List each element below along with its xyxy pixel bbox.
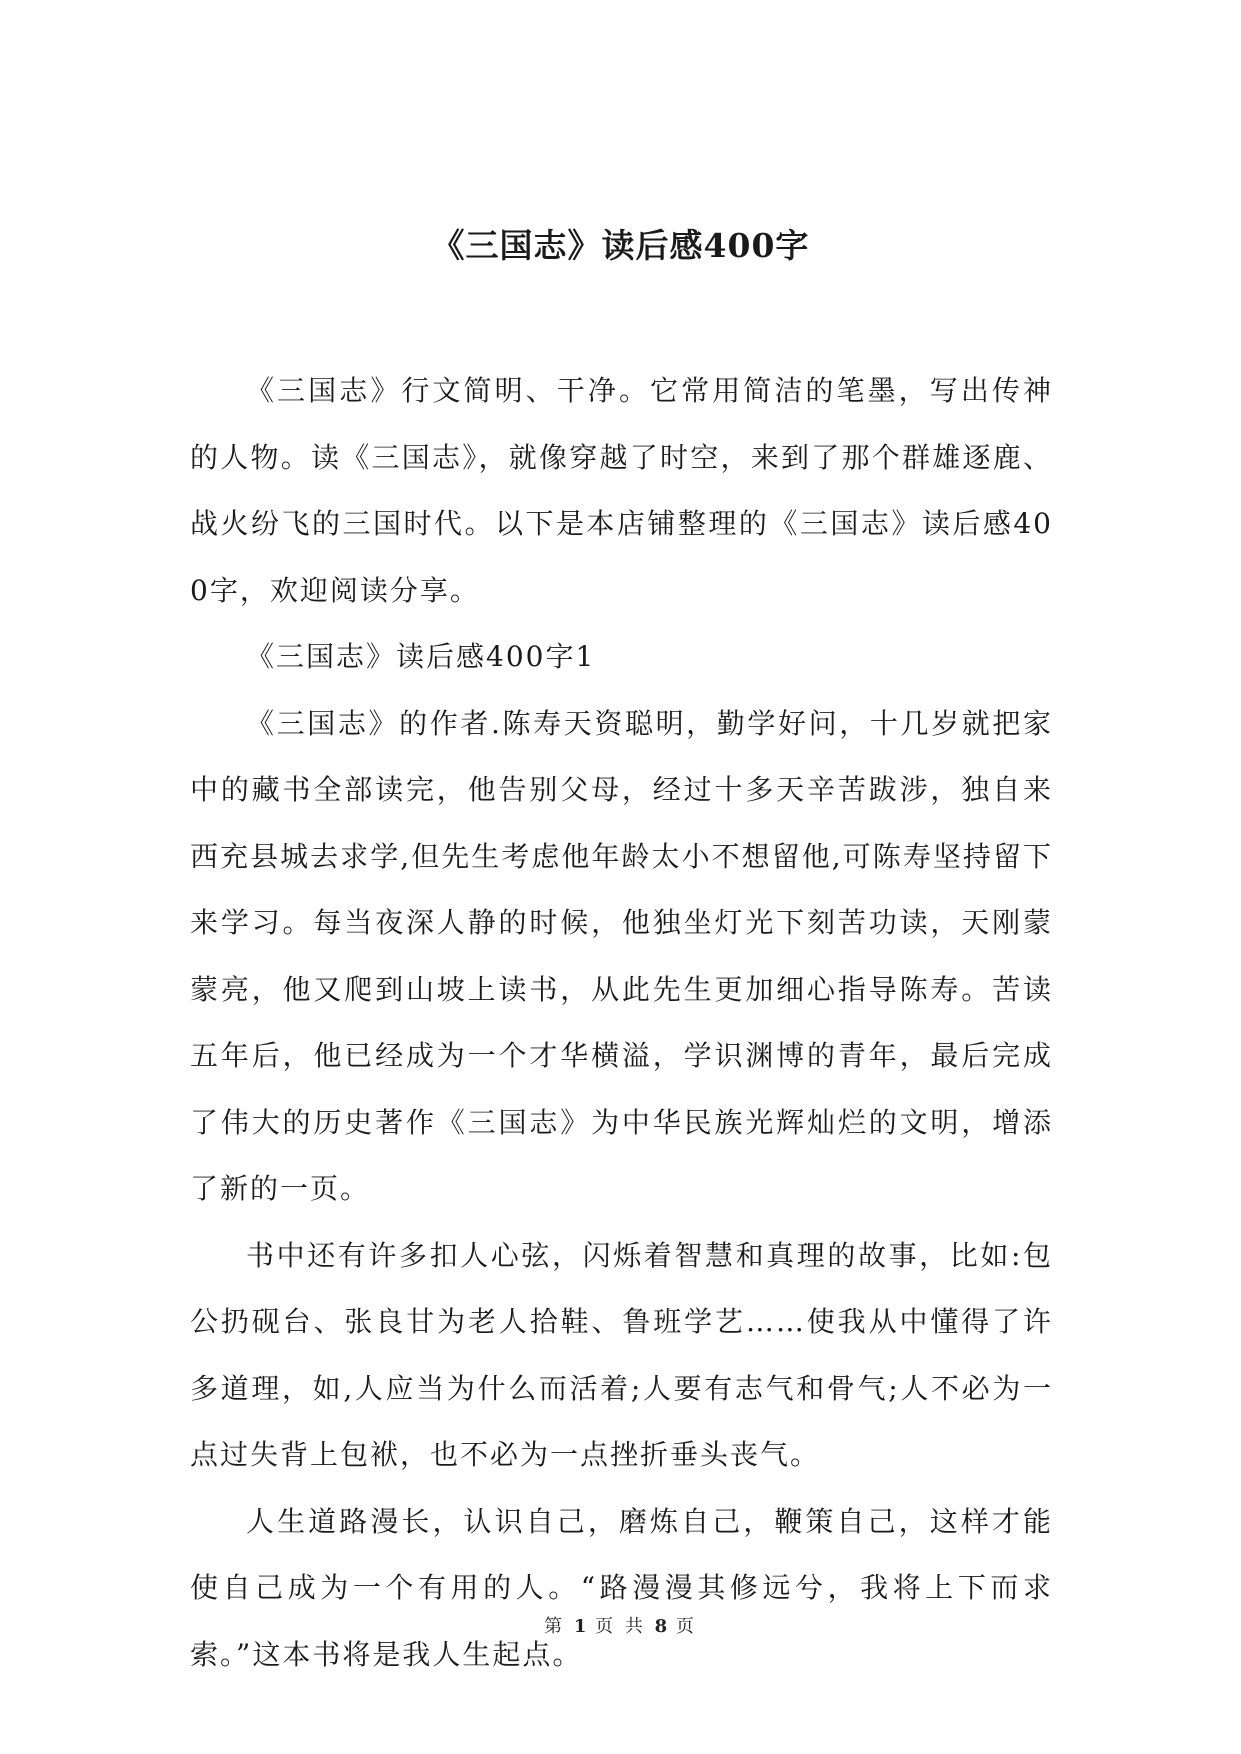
body-paragraph-stories: 书中还有许多扣人心弦，闪烁着智慧和真理的故事，比如:包公扔砚台、张良甘为老人拾鞋、鲁班学艺……使我从中懂得了许多道理，如,人应当为什么而活着;人要有志气和骨气;人不必为一点过失背上包袱，也不必为一点挫折垂头丧气。 xyxy=(190,1238,1053,1471)
page-footer xyxy=(0,1612,1241,1638)
intro-paragraph: 《三国志》行文简明、干净。它常用简洁的笔墨，写出传神的人物。读《三国志》，就像穿越了时空，来到了那个群雄逐鹿、战火纷飞的三国时代。以下是本店铺整理的《三国志》读后感400字，欢迎阅读分享。 xyxy=(190,374,1053,607)
footer-suffix: 页 xyxy=(675,1616,697,1637)
body-paragraph-author: 《三国志》的作者.陈寿天资聪明，勤学好问，十几岁就把家中的藏书全部读完，他告别父母，经过十多天辛苦跋涉，独自来西充县城去求学,但先生考虑他年龄太小不想留他,可陈寿坚持留下来学习。每当夜深人静的时候，他独坐灯光下刻苦功读，天刚蒙蒙亮，他又爬到山坡上读书，从此先生更加细心指导陈寿。苦读五年后，他已经成为一个才华横溢，学识渊博的青年，最后完成了伟大的历史著作《三国志》为中华民族光辉灿烂的文明，增添了新的一页。 xyxy=(190,706,1053,1205)
document-title: 《三国志》读后感400字 xyxy=(431,226,810,265)
footer-total-pages: 8 xyxy=(654,1616,668,1637)
footer-middle: 页 共 xyxy=(595,1616,646,1637)
footer-current-page: 1 xyxy=(573,1616,587,1637)
document-body xyxy=(190,358,1053,1688)
footer-prefix: 第 xyxy=(544,1616,566,1637)
section-heading: 《三国志》读后感400字1 xyxy=(246,640,596,673)
body-paragraph-conclusion: 人生道路漫长，认识自己，磨炼自己，鞭策自己，这样才能使自己成为一个有用的人。“路漫漫其修远兮，我将上下而求索。”这本书将是我人生起点。 xyxy=(190,1504,1053,1671)
